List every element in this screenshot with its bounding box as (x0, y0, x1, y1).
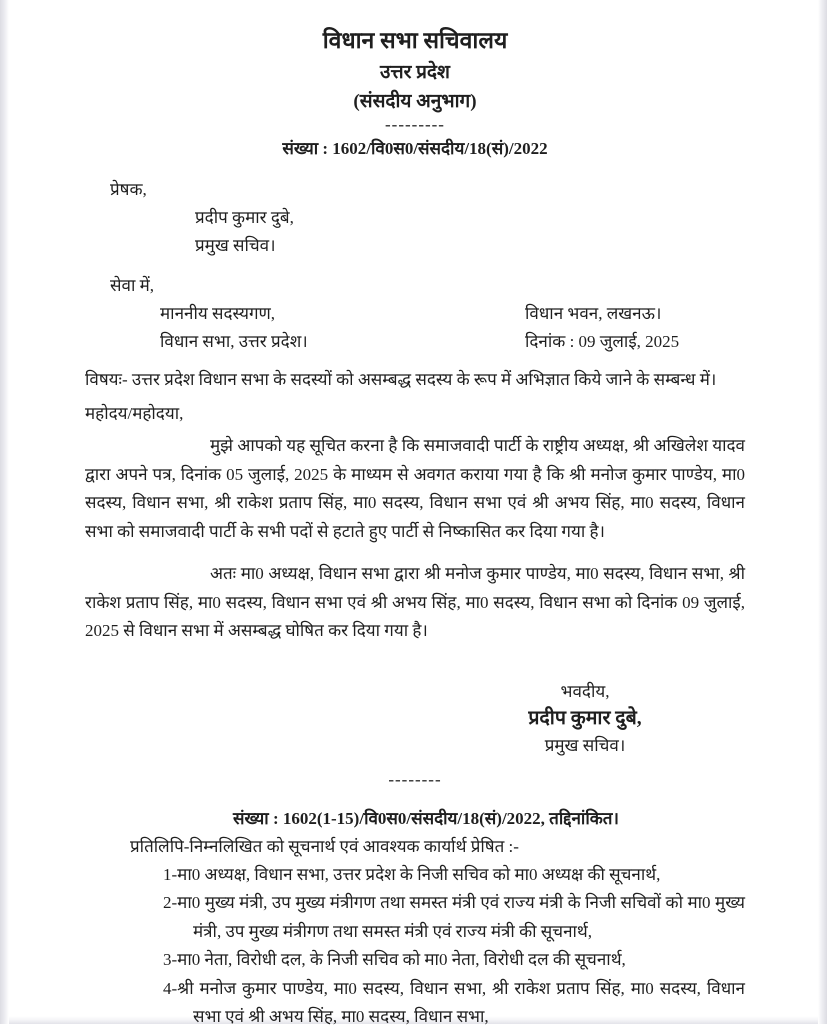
copy-distribution-list (163, 861, 745, 1032)
letterhead-section: (संसदीय अनुभाग) (353, 91, 477, 112)
recipient-label: सेवा में, (110, 276, 155, 295)
letterhead-organization: विधान सभा सचिवालय (322, 28, 508, 53)
body-paragraph-1: मुझे आपको यह सूचित करना है कि समाजवादी पार्टी के राष्ट्रीय अध्यक्ष, श्री अखिलेश यादव द्वारा अपने पत्र, दिनांक 05 जुलाई, 2025 के माध्यम से अवगत कराया गया है कि श्री मनोज कुमार पाण्डेय, मा0 सदस्य, विधान सभा, श्री राकेश प्रताप सिंह, मा0 सदस्य, विधान सभा एवं श्री अभय सिंह, मा0 सदस्य, विधान सभा को समाजवादी पार्टी के सभी पदों से हटाते हुए पार्टी से निष्कासित कर दिया गया है। (85, 436, 745, 541)
recipient-row-1 (85, 300, 745, 328)
copy-reference-number: संख्या : 1602(1-15)/वि0स0/संसदीय/18(सं)/2022, तद्दिनांकित। (233, 808, 619, 828)
copy-item-4: 4-श्री मनोज कुमार पाण्डेय, मा0 सदस्य, विधान सभा, श्री राकेश प्रताप सिंह, मा0 सदस्य, विधान सभा एवं श्री अभय सिंह, मा0 सदस्य, विधान सभा, (163, 978, 745, 1026)
letter-body (85, 432, 745, 646)
salutation: महोदय/महोदया, (85, 404, 184, 423)
letter-page (85, 0, 745, 1032)
sender-designation: प्रमुख सचिव। (195, 236, 276, 255)
header-separator: --------- (385, 115, 445, 134)
recipient-line-2: विधान सभा, उत्तर प्रदेश। (160, 332, 308, 351)
signature-name: प्रदीप कुमार दुबे, (528, 707, 642, 729)
sender-name: प्रदीप कुमार दुबे, (195, 208, 294, 227)
signature-designation: प्रमुख सचिव। (544, 735, 626, 755)
signature-closing: भवदीय, (560, 681, 610, 701)
body-paragraph-2: अतः मा0 अध्यक्ष, विधान सभा द्वारा श्री मनोज कुमार पाण्डेय, मा0 सदस्य, विधान सभा, श्री राकेश प्रताप सिंह, मा0 सदस्य, विधान सभा एवं श्री अभय सिंह, मा0 सदस्य, विधान सभा को दिनांक 09 जुलाई, 2025 से विधान सभा में असम्बद्ध घोषित कर दिया गया है। (85, 564, 745, 640)
copy-item-2: 2-मा0 मुख्य मंत्री, उप मुख्य मंत्रीगण तथा समस्त मंत्री एवं राज्य मंत्री के निजी सचिवों को मा0 मुख्य मंत्री, उप मुख्य मंत्रीगण तथा समस्त मंत्री एवं राज्य मंत्री की सूचनार्थ, (163, 893, 745, 941)
copy-distribution-heading: प्रतिलिपि-निम्नलिखित को सूचनार्थ एवं आवश्यक कार्यार्थ प्रेषित :- (130, 836, 519, 856)
letter-place: विधान भवन, लखनऊ। (525, 304, 662, 323)
recipient-line-1: माननीय सदस्यगण, (160, 304, 276, 323)
footer-separator: -------- (388, 769, 442, 789)
reference-number: संख्या : 1602/वि0स0/संसदीय/18(सं)/2022 (282, 139, 548, 158)
copy-item-1: 1-मा0 अध्यक्ष, विधान सभा, उत्तर प्रदेश के निजी सचिव को मा0 अध्यक्ष की सूचनार्थ, (163, 864, 661, 884)
recipient-block (85, 272, 745, 356)
recipient-row-2 (85, 328, 745, 356)
letterhead-state: उत्तर प्रदेश (380, 62, 450, 83)
letter-date: दिनांक : 09 जुलाई, 2025 (525, 332, 680, 351)
signature-block (485, 678, 685, 759)
copy-item-3: 3-मा0 नेता, विरोधी दल, के निजी सचिव को मा0 नेता, विरोधी दल की सूचनार्थ, (163, 950, 626, 969)
sender-label: प्रेषक, (110, 180, 147, 199)
subject-line: विषयः- उत्तर प्रदेश विधान सभा के सदस्यों को असम्बद्ध सदस्य के रूप में अभिज्ञात किये जाने के सम्बन्ध में। (85, 370, 717, 389)
sender-block (85, 176, 745, 260)
